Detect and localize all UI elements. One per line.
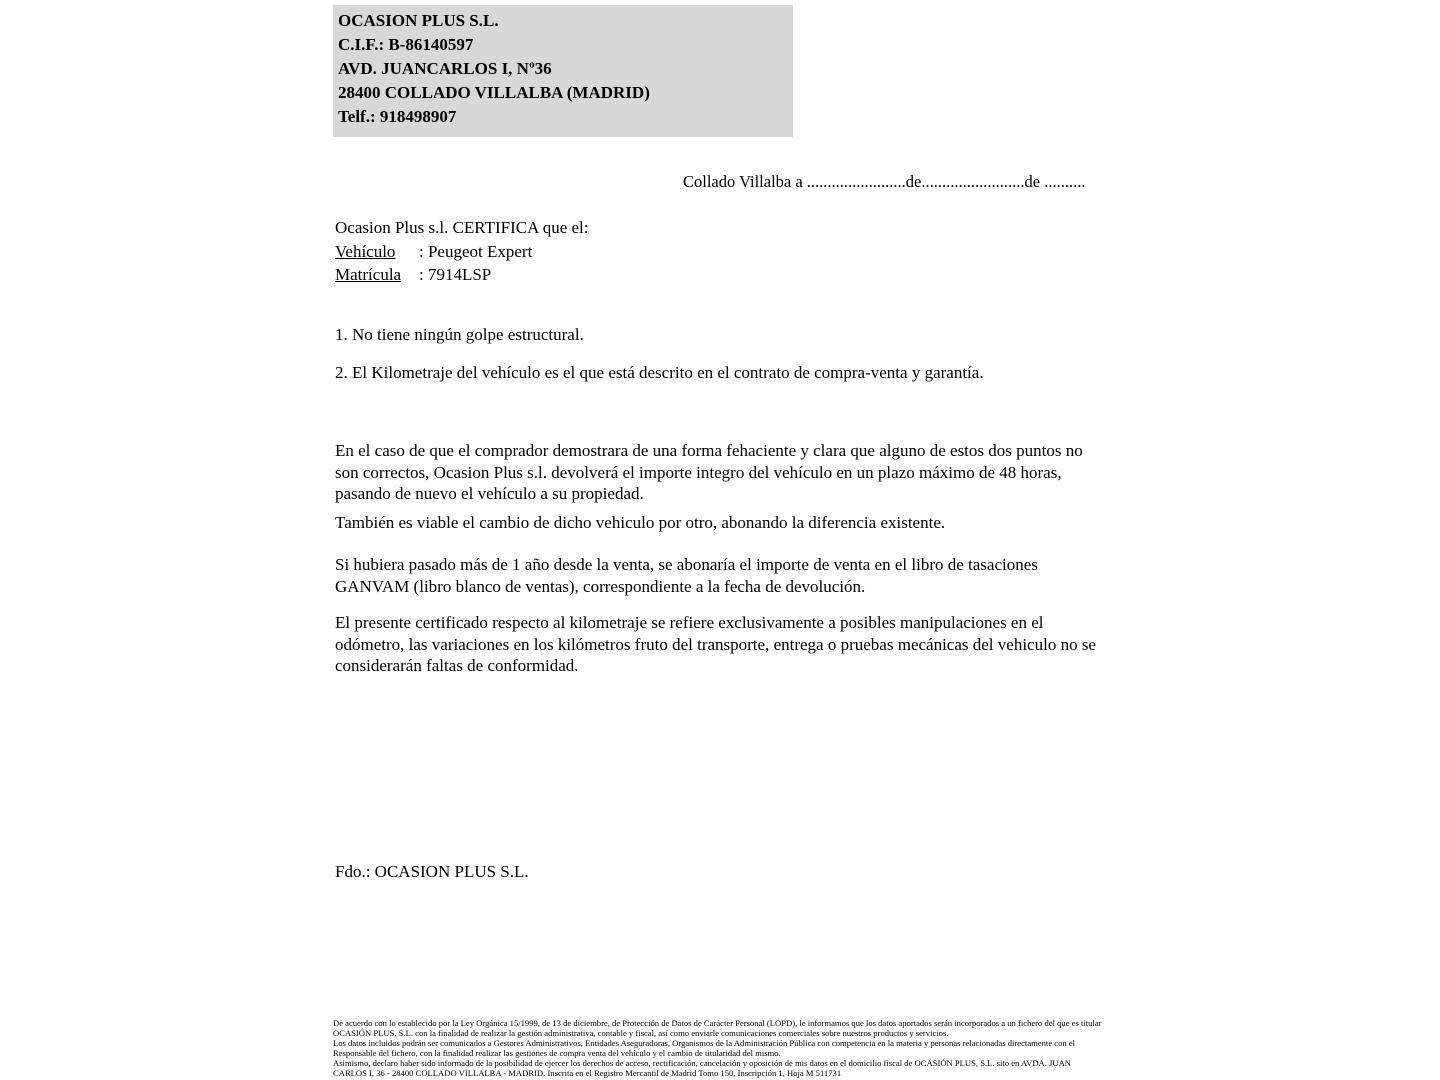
legal-line: CARLOS I, 36 - 28400 COLLADO VILLALBA - MADRID. Inscrita en el Registro Mercantil de Madrid Tomo 150, Inscripción 1, Hoja M 511731	[333, 1067, 842, 1078]
company-city: 28400 COLLADO VILLALBA (MADRID)	[338, 83, 650, 102]
legal-line: OCASIÓN PLUS, S.L. con la finalidad de realizar la gestión administrativa, contable y fiscal, así como enviarle comunicaciones comerciales sobre nuestros productos y servicios.	[333, 1027, 949, 1038]
letterhead	[333, 5, 793, 137]
plate-line	[335, 263, 589, 287]
certifica-intro: Ocasion Plus s.l. CERTIFICA que el:	[335, 218, 589, 237]
body-paragraph-refund: En el caso de que el comprador demostrara de una forma fehaciente y clara que alguno de estos dos puntos no son correctos, Ocasion Plus s.l. devolverá el importe integro del vehículo en un plazo máximo de 48 horas, pasando de nuevo el vehículo a su propiedad.	[335, 441, 1083, 503]
legal-line: Asimismo, declaro haber sido informado de la posibilidad de ejercer los derechos de acceso, rectificación, cancelación y oposición de mis datos en el domicilio fiscal de OCASIÓN PLUS, S.L. sito en AVDA. JUAN	[333, 1057, 1072, 1068]
date-line: Collado Villalba a ........................de.........................de ..........	[683, 172, 1086, 191]
company-address: AVD. JUANCARLOS I, Nº36	[338, 59, 552, 78]
vehicle-label: Vehículo	[335, 241, 396, 261]
plate-value: : 7914LSP	[419, 265, 492, 284]
body-paragraph-ganvam: Si hubiera pasado más de 1 año desde la venta, se abonaría el importe de venta en el libro de tasaciones GANVAM (libro blanco de ventas), correspondiente a la fecha de devolución.	[335, 555, 1038, 596]
plate-label: Matrícula	[335, 265, 402, 284]
company-name: OCASION PLUS S.L.	[338, 11, 499, 30]
company-cif: C.I.F.: B-86140597	[338, 35, 474, 54]
body-paragraph-odometer: El presente certificado respecto al kilometraje se refiere exclusivamente a posibles manipulaciones en el odómetro, las variaciones en los kilómetros fruto del transporte, entrega o pruebas mecánicas del vehiculo no se considerarán faltas de conformidad.	[335, 613, 1096, 675]
legal-line: De acuerdo con lo establecido por la Ley Orgánica 15/1999, de 13 de diciembre, de Protección de Datos de Carácter Personal (LOPD), le informamos que los datos aportados serán incorporados a un fichero del que es titular	[333, 1018, 1102, 1028]
vehicle-label-box	[335, 240, 419, 264]
legal-line: Responsable del fichero, con la finalidad realizar las gestiones de compra venta del vehículo y el cambio de titularidad del mismo.	[333, 1047, 781, 1058]
certification-point-2: 2. El Kilometraje del vehículo es el que está descrito en el contrato de compra-venta y garantía.	[335, 363, 984, 382]
legal-footer	[333, 1019, 1123, 1078]
company-phone: Telf.: 918498907	[338, 107, 457, 126]
vehicle-value: : Peugeot Expert	[419, 241, 533, 261]
plate-label-box	[335, 263, 419, 287]
body-paragraph-exchange: También es viable el cambio de dicho vehiculo por otro, abonando la diferencia existente.	[335, 513, 946, 532]
certification-point-1: 1. No tiene ningún golpe estructural.	[335, 325, 584, 344]
legal-line: Los datos incluidos podrán ser comunicados a Gestores Administrativos, Entidades Aseguradoras, Organismos de la Administración Pública con competencia en la materia y personas relacionadas directamente con el	[333, 1037, 1076, 1048]
signature-line: Fdo.: OCASION PLUS S.L.	[335, 862, 529, 881]
vehicle-line	[335, 240, 589, 264]
certification-block	[335, 216, 589, 287]
